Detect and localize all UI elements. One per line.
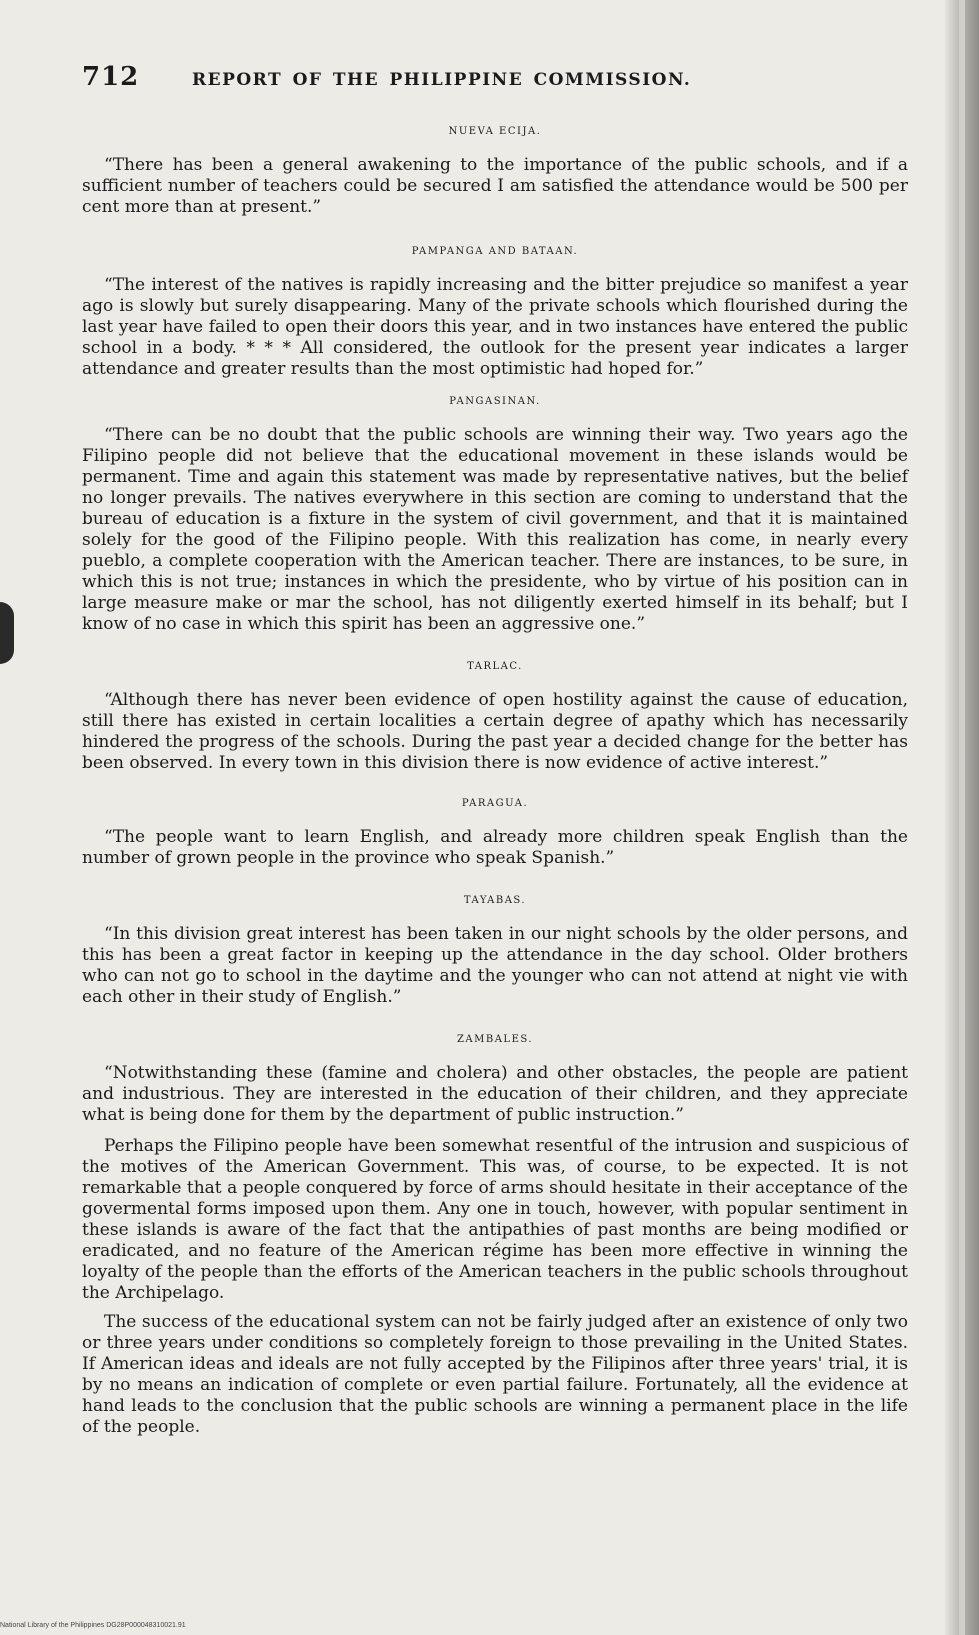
section-heading: PARAGUA. bbox=[461, 798, 529, 809]
section-heading: PAMPANGA AND BATAAN. bbox=[411, 246, 579, 257]
page-header bbox=[82, 62, 908, 92]
section-nueva-ecija bbox=[82, 126, 908, 218]
section-quote: “There can be no doubt that the public schools are winning their way. Two years ago the Filipino people did not believe that the educational movement in these islands would be permanent. Time and again this statement was made by representative natives, but the belief no longer prevails. The natives everywhere in this section are coming to understand that the bureau of education is a fixture in the system of civil government, and that it is maintained solely for the good of the Filipino people. With this realization has come, in nearly every pueblo, a complete cooperation with the American teacher. There are instances, to be sure, in which this is not true; instances in which the presidente, who by virtue of his position can in large measure make or mar the school, has not diligently exerted himself in its behalf; but I know of no case in which this spirit has been an aggressive one.” bbox=[82, 425, 908, 634]
section-quote: “The people want to learn English, and already more children speak English than the number of grown people in the province who speak Spanish.” bbox=[82, 827, 908, 868]
section-zambales bbox=[82, 1034, 908, 1126]
body-paragraph: Perhaps the Filipino people have been somewhat resentful of the intrusion and suspicious of the motives of the American Government. This was, of course, to be expected. It is not remarkable that a people conquered by force of arms should hesitate in their acceptance of the govermental forms imposed upon them. Any one in touch, however, with popular sentiment in these islands is aware of the fact that the antipathies of past months are being modified or eradicated, and no feature of the American régime has been more effective in winning the loyalty of the people than the efforts of the American teachers in the public schools throughout the Archipelago. bbox=[82, 1136, 908, 1303]
section-heading: TAYABAS. bbox=[463, 895, 527, 906]
section-tayabas bbox=[82, 895, 908, 1008]
section-pangasinan bbox=[82, 396, 908, 635]
section-quote: “Although there has never been evidence of open hostility against the cause of education, still there has existed in certain localities a certain degree of apathy which has necessarily hindered the progress of the schools. During the past year a decided change for the better has been observed. In every town in this division there is now evidence of active interest.” bbox=[82, 690, 908, 773]
section-quote: “Notwithstanding these (famine and cholera) and other obstacles, the people are patient and industrious. They are interested in the education of their children, and they appreciate what is being done for them by the department of public instruction.” bbox=[82, 1063, 908, 1125]
section-heading: NUEVA ECIJA. bbox=[448, 126, 542, 137]
binding-mark bbox=[0, 602, 14, 664]
section-quote: “In this division great interest has been taken in our night schools by the older persons, and this has been a great factor in keeping up the attendance in the day school. Older brothers who can not go to school in the daytime and the younger who can not attend at night vie with each other in their study of English.” bbox=[82, 924, 908, 1007]
section-quote: “The interest of the natives is rapidly increasing and the bitter prejudice so manifest a year ago is slowly but surely disappearing. Many of the private schools which flourished during the last year have failed to open their doors this year, and in two instances have entered the public school in a body. * * * All considered, the outlook for the present year indicates a larger attendance and greater results than the most optimistic had hoped for.” bbox=[82, 275, 908, 379]
page-number: 712 bbox=[82, 62, 140, 92]
section-quote: “There has been a general awakening to the importance of the public schools, and if a sufficient number of teachers could be secured I am satisfied the attendance would be 500 per cent more than at present.” bbox=[82, 155, 908, 217]
section-paragua bbox=[82, 798, 908, 869]
section-tarlac bbox=[82, 661, 908, 774]
section-heading: PANGASINAN. bbox=[449, 396, 541, 407]
page-edge-line bbox=[959, 0, 965, 1635]
page-content bbox=[82, 62, 908, 1438]
body-paragraph: The success of the educational system can not be fairly judged after an existence of only two or three years under conditions so completely foreign to those prevailing in the United States. If American ideas and ideals are not fully accepted by the Filipinos after three years' trial, it is by no means an indication of complete or even partial failure. Fortunately, all the evidence at hand leads to the conclusion that the public schools are winning a permanent place in the life of the people. bbox=[82, 1312, 908, 1437]
section-heading: TARLAC. bbox=[467, 661, 523, 672]
running-title: REPORT OF THE PHILIPPINE COMMISSION. bbox=[192, 70, 692, 90]
section-heading: ZAMBALES. bbox=[456, 1034, 534, 1045]
scan-footer: National Library of the Philippines DG28P000048310021.91 bbox=[0, 1622, 186, 1629]
section-pampanga-bataan bbox=[82, 246, 908, 380]
